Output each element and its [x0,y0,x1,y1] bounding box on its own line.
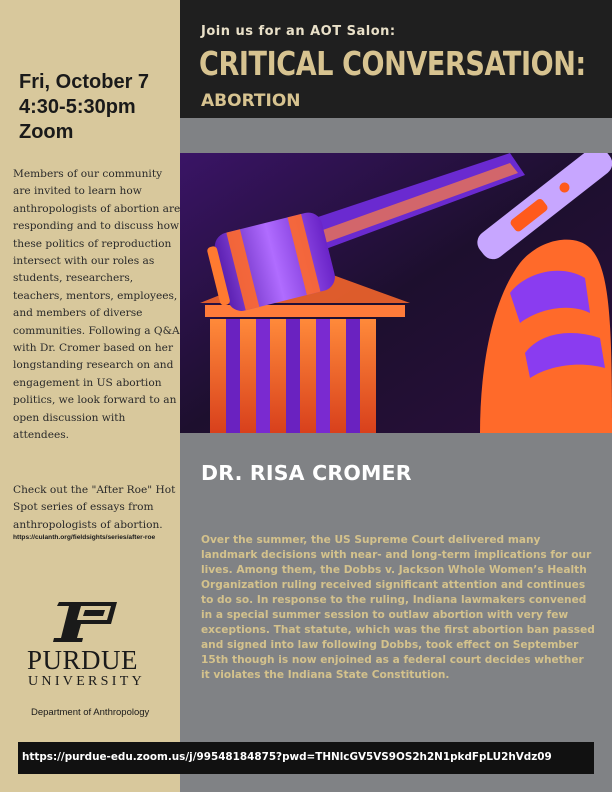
hotspot-note: Check out the "After Roe" Hot Spot series of essays from anthropologists of abortion. [13,484,176,531]
hotspot-link[interactable]: https://culanth.org/fieldsights/series/after-roe [13,534,156,541]
department-name: Department of Anthropology [31,707,150,718]
event-time: 4:30-5:30pm [19,96,136,118]
page-title: CRITICAL CONVERSATION: [199,44,586,83]
header-eyebrow: Join us for an AOT Salon: [201,24,396,39]
event-date: Fri, October 7 [19,71,150,93]
purdue-p-icon [53,602,119,646]
speaker-name: DR. RISA CROMER [201,461,412,485]
event-abstract: Over the summer, the US Supreme Court delivered many landmark decisions with near- and long-term implications for our lives. Among them, the Dobbs v. Jackson Whole Women’s Health Organization ruling received significant attention and continues to do so. In response to the ruling, Indiana lawmakers convened in a special summer session to outlaw abortion with very few exceptions. That statute, which was the first abortion ban passed and signed into law following Dobbs, took effect on September 15th though is now enjoined as a federal court decides whether it violates the Indiana State Constitution. [201,534,595,681]
header-spacer [180,118,612,153]
gavel-court-illustration [180,153,612,433]
page-subtitle: ABORTION [201,91,301,111]
event-description: Members of our community are invited to learn how anthropologists of abortion are responding and to discuss how these politics of reproduction intersect with our roles as students, researchers, teachers, mentors, employees, and members of diverse communities. Following a Q&A with Dr. Cromer based on her longstanding research on and engagement in US abortion politics, we look forward to an open discussion with attendees. [13,168,181,442]
purdue-wordmark: PURDUE [27,645,139,675]
zoom-link[interactable]: https://purdue-edu.zoom.us/j/99548184875?pwd=THNlcGV5VS9OS2h2N1pkdFpLU2hVdz09 [22,751,552,763]
university-wordmark: UNIVERSITY [28,674,145,689]
hero-illustration [180,153,612,433]
event-details [19,70,149,145]
event-location: Zoom [19,121,74,143]
